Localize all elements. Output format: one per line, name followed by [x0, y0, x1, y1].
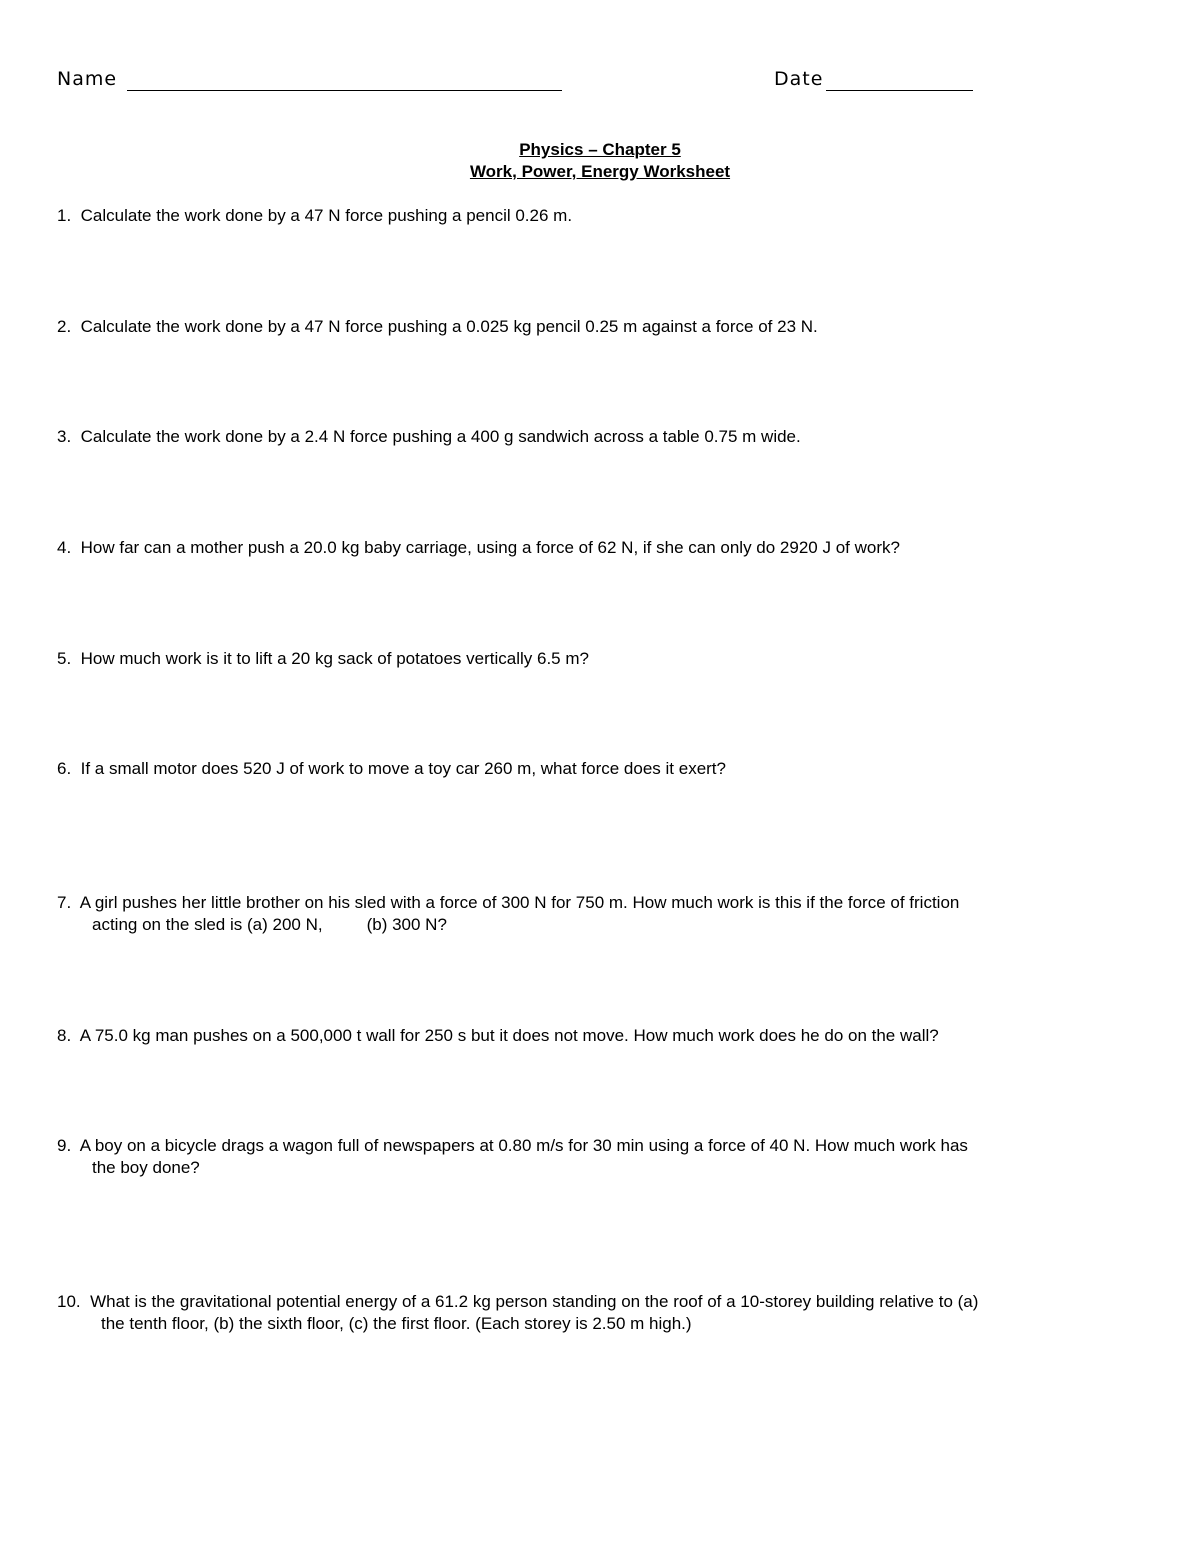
- question-10: [57, 1291, 1157, 1335]
- title-line-1: Physics – Chapter 5: [519, 140, 681, 159]
- question-6: [57, 758, 1137, 780]
- date-input-line[interactable]: [826, 90, 973, 91]
- question-text: How much work is it to lift a 20 kg sack of potatoes vertically 6.5 m?: [80, 649, 589, 668]
- title-line-2: Work, Power, Energy Worksheet: [469, 162, 731, 181]
- question-number: 2.: [57, 317, 72, 336]
- question-number: 8.: [57, 1026, 72, 1045]
- question-number: 4.: [57, 538, 72, 557]
- question-text: Calculate the work done by a 2.4 N force pushing a 400 g sandwich across a table 0.75 m wide.: [80, 427, 801, 446]
- question-text: A girl pushes her little brother on his sled with a force of 300 N for 750 m. How much work is this if the force of friction: [79, 893, 960, 912]
- header-row: [57, 68, 1200, 96]
- question-1: [57, 205, 1137, 227]
- question-5: [57, 648, 1137, 670]
- question-text-continued: the boy done?: [92, 1158, 200, 1177]
- worksheet-title: [0, 139, 1200, 183]
- question-4: [57, 537, 1137, 559]
- question-number: 7.: [57, 893, 72, 912]
- question-number: 1.: [57, 206, 72, 225]
- question-number: 10.: [57, 1292, 81, 1311]
- question-number: 9.: [57, 1136, 72, 1155]
- question-9: [57, 1135, 1137, 1179]
- question-2: [57, 316, 1137, 338]
- question-7: [57, 892, 1137, 936]
- question-text-continued: the tenth floor, (b) the sixth floor, (c) the first floor. (Each storey is 2.50 m high.): [101, 1314, 692, 1333]
- question-text-part-b: (b) 300 N?: [366, 915, 447, 934]
- question-text: A boy on a bicycle drags a wagon full of newspapers at 0.80 m/s for 30 min using a force of 40 N. How much work has: [79, 1136, 968, 1155]
- question-text: If a small motor does 520 J of work to move a toy car 260 m, what force does it exert?: [80, 759, 726, 778]
- question-text: A 75.0 kg man pushes on a 500,000 t wall for 250 s but it does not move. How much work does he do on the wall?: [79, 1026, 939, 1045]
- question-number: 5.: [57, 649, 72, 668]
- question-text: What is the gravitational potential energy of a 61.2 kg person standing on the roof of a 10-storey building relative to (a): [90, 1292, 979, 1311]
- question-3: [57, 426, 1137, 448]
- question-text: Calculate the work done by a 47 N force pushing a pencil 0.26 m.: [80, 206, 573, 225]
- question-number: 6.: [57, 759, 72, 778]
- question-8: [57, 1025, 1137, 1047]
- name-input-line[interactable]: [127, 90, 562, 91]
- question-text: Calculate the work done by a 47 N force pushing a 0.025 kg pencil 0.25 m against a force of 23 N.: [80, 317, 818, 336]
- name-label: Name: [57, 68, 118, 90]
- question-text-part-a: acting on the sled is (a) 200 N,: [92, 915, 323, 934]
- question-number: 3.: [57, 427, 72, 446]
- date-label: Date: [774, 68, 824, 90]
- question-text: How far can a mother push a 20.0 kg baby carriage, using a force of 62 N, if she can only do 2920 J of work?: [80, 538, 900, 557]
